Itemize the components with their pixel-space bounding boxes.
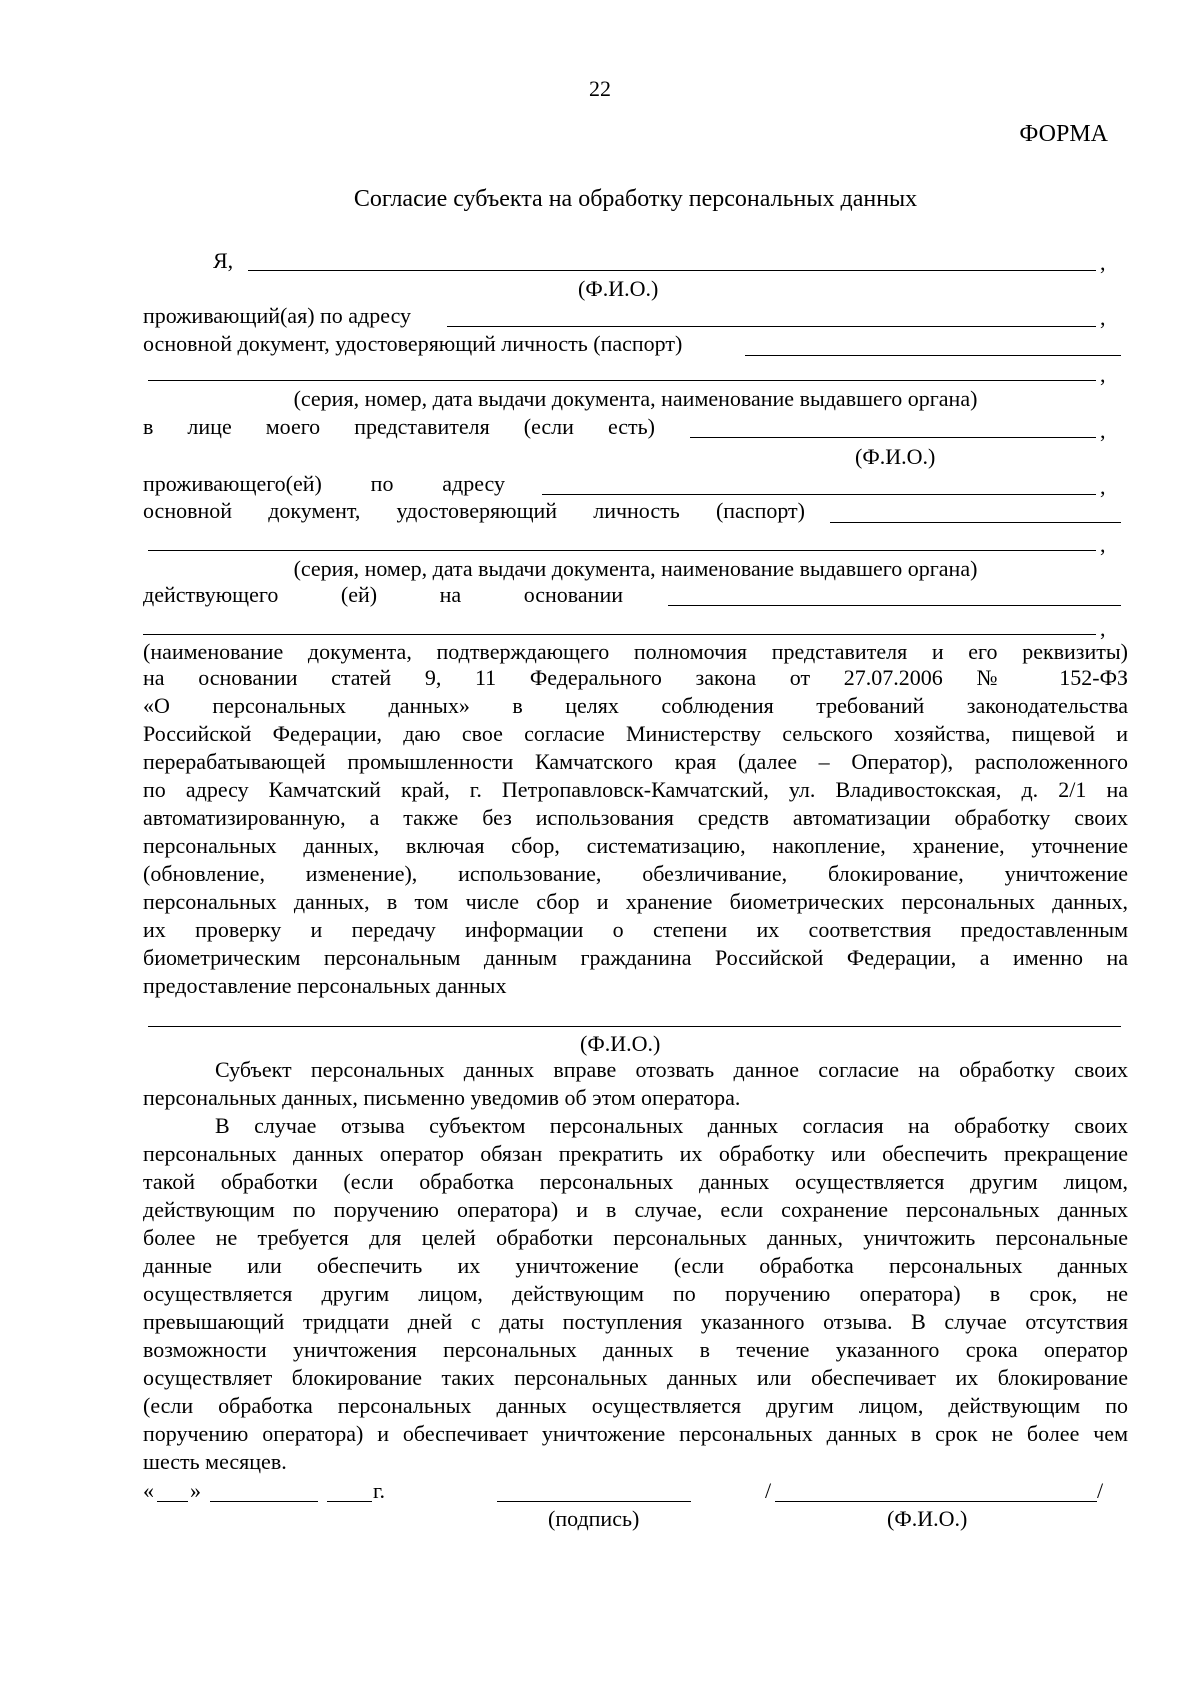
paragraph-line: персональных данных, включая сбор, систематизацию, накопление, хранение, уточнение xyxy=(143,833,1128,858)
paragraph-line: Российской Федерации, даю свое согласие Министерству сельского хозяйства, пищевой и xyxy=(143,721,1128,746)
authority-line[interactable] xyxy=(668,605,1121,606)
paragraph-line: осуществляет блокирование таких персональных данных или обеспечивает их блокирование xyxy=(143,1365,1128,1390)
month-line[interactable] xyxy=(210,1501,318,1502)
representative-fio-line[interactable] xyxy=(690,437,1096,438)
acting-label xyxy=(143,584,623,606)
comma: , xyxy=(1100,418,1106,443)
year-line[interactable] xyxy=(327,1501,372,1502)
paragraph-line: автоматизированную, а также без использования средств автоматизации обработку своих xyxy=(143,805,1128,830)
word: в xyxy=(143,414,154,439)
comma: , xyxy=(1100,616,1106,641)
rep-document-line-2[interactable] xyxy=(148,550,1096,551)
document-caption: (серия, номер, дата выдачи документа, наименование выдавшего органа) xyxy=(293,386,978,411)
comma: , xyxy=(1100,250,1106,275)
day-line[interactable] xyxy=(157,1501,188,1502)
word: документ, xyxy=(268,498,361,523)
address-line[interactable] xyxy=(447,326,1096,327)
form-label: ФОРМА xyxy=(1019,121,1108,147)
comma: , xyxy=(1100,305,1106,330)
word: адресу xyxy=(442,471,505,496)
withdraw-paragraph xyxy=(143,1056,1128,1112)
document-label: основной документ, удостоверяющий личность (паспорт) xyxy=(143,331,683,356)
paragraph-line: «О персональных данных» в целях соблюдения требований законодательства xyxy=(143,693,1128,718)
withdrawal-consequences-paragraph xyxy=(143,1112,1128,1476)
word: основной xyxy=(143,498,233,523)
paragraph-line: персональных данных, в том числе сбор и хранение биометрических персональных данных, xyxy=(143,889,1128,914)
paragraph-line: В случае отзыва субъектом персональных данных согласия на обработку своих xyxy=(215,1113,1128,1138)
word: по xyxy=(370,471,394,496)
paragraph-line: перерабатывающей промышленности Камчатского края (далее – Оператор), расположенного xyxy=(143,749,1128,774)
paragraph-line: (обновление, изменение), использование, обезличивание, блокирование, уничтожение xyxy=(143,861,1128,886)
document-line[interactable] xyxy=(745,355,1121,356)
rep-document-line[interactable] xyxy=(830,522,1121,523)
paragraph-line: по адресу Камчатский край, г. Петропавловск-Камчатский, ул. Владивостокская, д. 2/1 на xyxy=(143,777,1128,802)
paragraph-line: персональных данных оператор обязан прекратить их обработку или обеспечить прекращение xyxy=(143,1141,1128,1166)
paragraph-line: действующим по поручению оператора) и в случае, если сохранение персональных данных xyxy=(143,1197,1128,1222)
word: удостоверяющий xyxy=(396,498,558,523)
word: лице xyxy=(187,414,232,439)
word: моего xyxy=(265,414,321,439)
signer-fio-caption-bottom: (Ф.И.О.) xyxy=(887,1506,968,1531)
signer-fio-caption: (Ф.И.О.) xyxy=(580,1031,661,1056)
page-number: 22 xyxy=(589,76,611,101)
authority-caption: (наименование документа, подтверждающего полномочия представителя и его реквизиты) xyxy=(143,639,1128,664)
paragraph-line: персональных данных, письменно уведомив об этом оператора. xyxy=(143,1085,741,1110)
residing-label: проживающий(ая) по адресу xyxy=(143,303,412,328)
rep-document-label xyxy=(143,500,805,522)
subject-fio-line[interactable] xyxy=(248,270,1096,271)
word: основании xyxy=(523,582,623,607)
rep-fio-caption: (Ф.И.О.) xyxy=(855,444,936,469)
document-line-2[interactable] xyxy=(148,380,1096,381)
word: (паспорт) xyxy=(715,498,805,523)
word: действующего xyxy=(143,582,279,607)
word: личность xyxy=(593,498,680,523)
paragraph-line: (если обработка персональных данных осуществляется другим лицом, действующим по xyxy=(143,1393,1128,1418)
word: проживающего(ей) xyxy=(143,471,322,496)
paragraph-line: более не требуется для целей обработки персональных данных, уничтожить персональные xyxy=(143,1225,1128,1250)
paragraph-line: возможности уничтожения персональных данных в течение указанного срока оператор xyxy=(143,1337,1128,1362)
rep-residing-label xyxy=(143,473,505,495)
document-title: Согласие субъекта на обработку персональных данных xyxy=(353,186,918,212)
comma: , xyxy=(1100,532,1106,557)
fio-caption: (Ф.И.О.) xyxy=(578,276,659,301)
signature-line[interactable] xyxy=(497,1501,691,1502)
signature-caption: (подпись) xyxy=(548,1506,640,1531)
rep-address-line[interactable] xyxy=(542,494,1096,495)
word: (ей) xyxy=(340,582,378,607)
paragraph-line: биометрическим персональным данным гражданина Российской Федерации, а именно на xyxy=(143,945,1128,970)
word: на xyxy=(439,582,462,607)
paragraph-line: предоставление персональных данных xyxy=(143,973,507,998)
paragraph-line: превышающий тридцати дней с даты поступления указанного отзыва. В случае отсутствия xyxy=(143,1309,1128,1334)
signer-fio-line[interactable] xyxy=(148,1026,1121,1027)
slash: / xyxy=(765,1478,772,1503)
rep-document-caption: (серия, номер, дата выдачи документа, наименование выдавшего органа) xyxy=(293,556,978,581)
signer-name-line[interactable] xyxy=(775,1501,1097,1502)
paragraph-line: на основании статей 9, 11 Федерального закона от 27.07.2006 № 152-ФЗ xyxy=(143,665,1128,690)
ya-prefix: Я, xyxy=(213,248,234,273)
quote-open: « xyxy=(143,1478,154,1503)
comma: , xyxy=(1100,362,1106,387)
paragraph-line: Субъект персональных данных вправе отозвать данное согласие на обработку своих xyxy=(215,1057,1128,1082)
comma: , xyxy=(1100,474,1106,499)
word: представителя xyxy=(354,414,490,439)
word: (если xyxy=(523,414,574,439)
authority-line-2[interactable] xyxy=(143,634,1096,635)
year-suffix: г. xyxy=(373,1478,386,1503)
consent-paragraph xyxy=(143,664,1128,1000)
paragraph-line: их проверку и передачу информации о степени их соответствия предоставленным xyxy=(143,917,1128,942)
paragraph-line: такой обработки (если обработка персональных данных осуществляется другим лицом, xyxy=(143,1169,1128,1194)
paragraph-line: шесть месяцев. xyxy=(143,1449,287,1474)
quote-close: » xyxy=(190,1478,201,1503)
paragraph-line: поручению оператора) и обеспечивает уничтожение персональных данных в срок не более чем xyxy=(143,1421,1128,1446)
paragraph-line: данные или обеспечить их уничтожение (если обработка персональных данных xyxy=(143,1253,1128,1278)
paragraph-line: осуществляется другим лицом, действующим по поручению оператора) в срок, не xyxy=(143,1281,1128,1306)
slash: / xyxy=(1097,1478,1104,1503)
representative-label xyxy=(143,416,655,438)
word: есть) xyxy=(607,414,655,439)
